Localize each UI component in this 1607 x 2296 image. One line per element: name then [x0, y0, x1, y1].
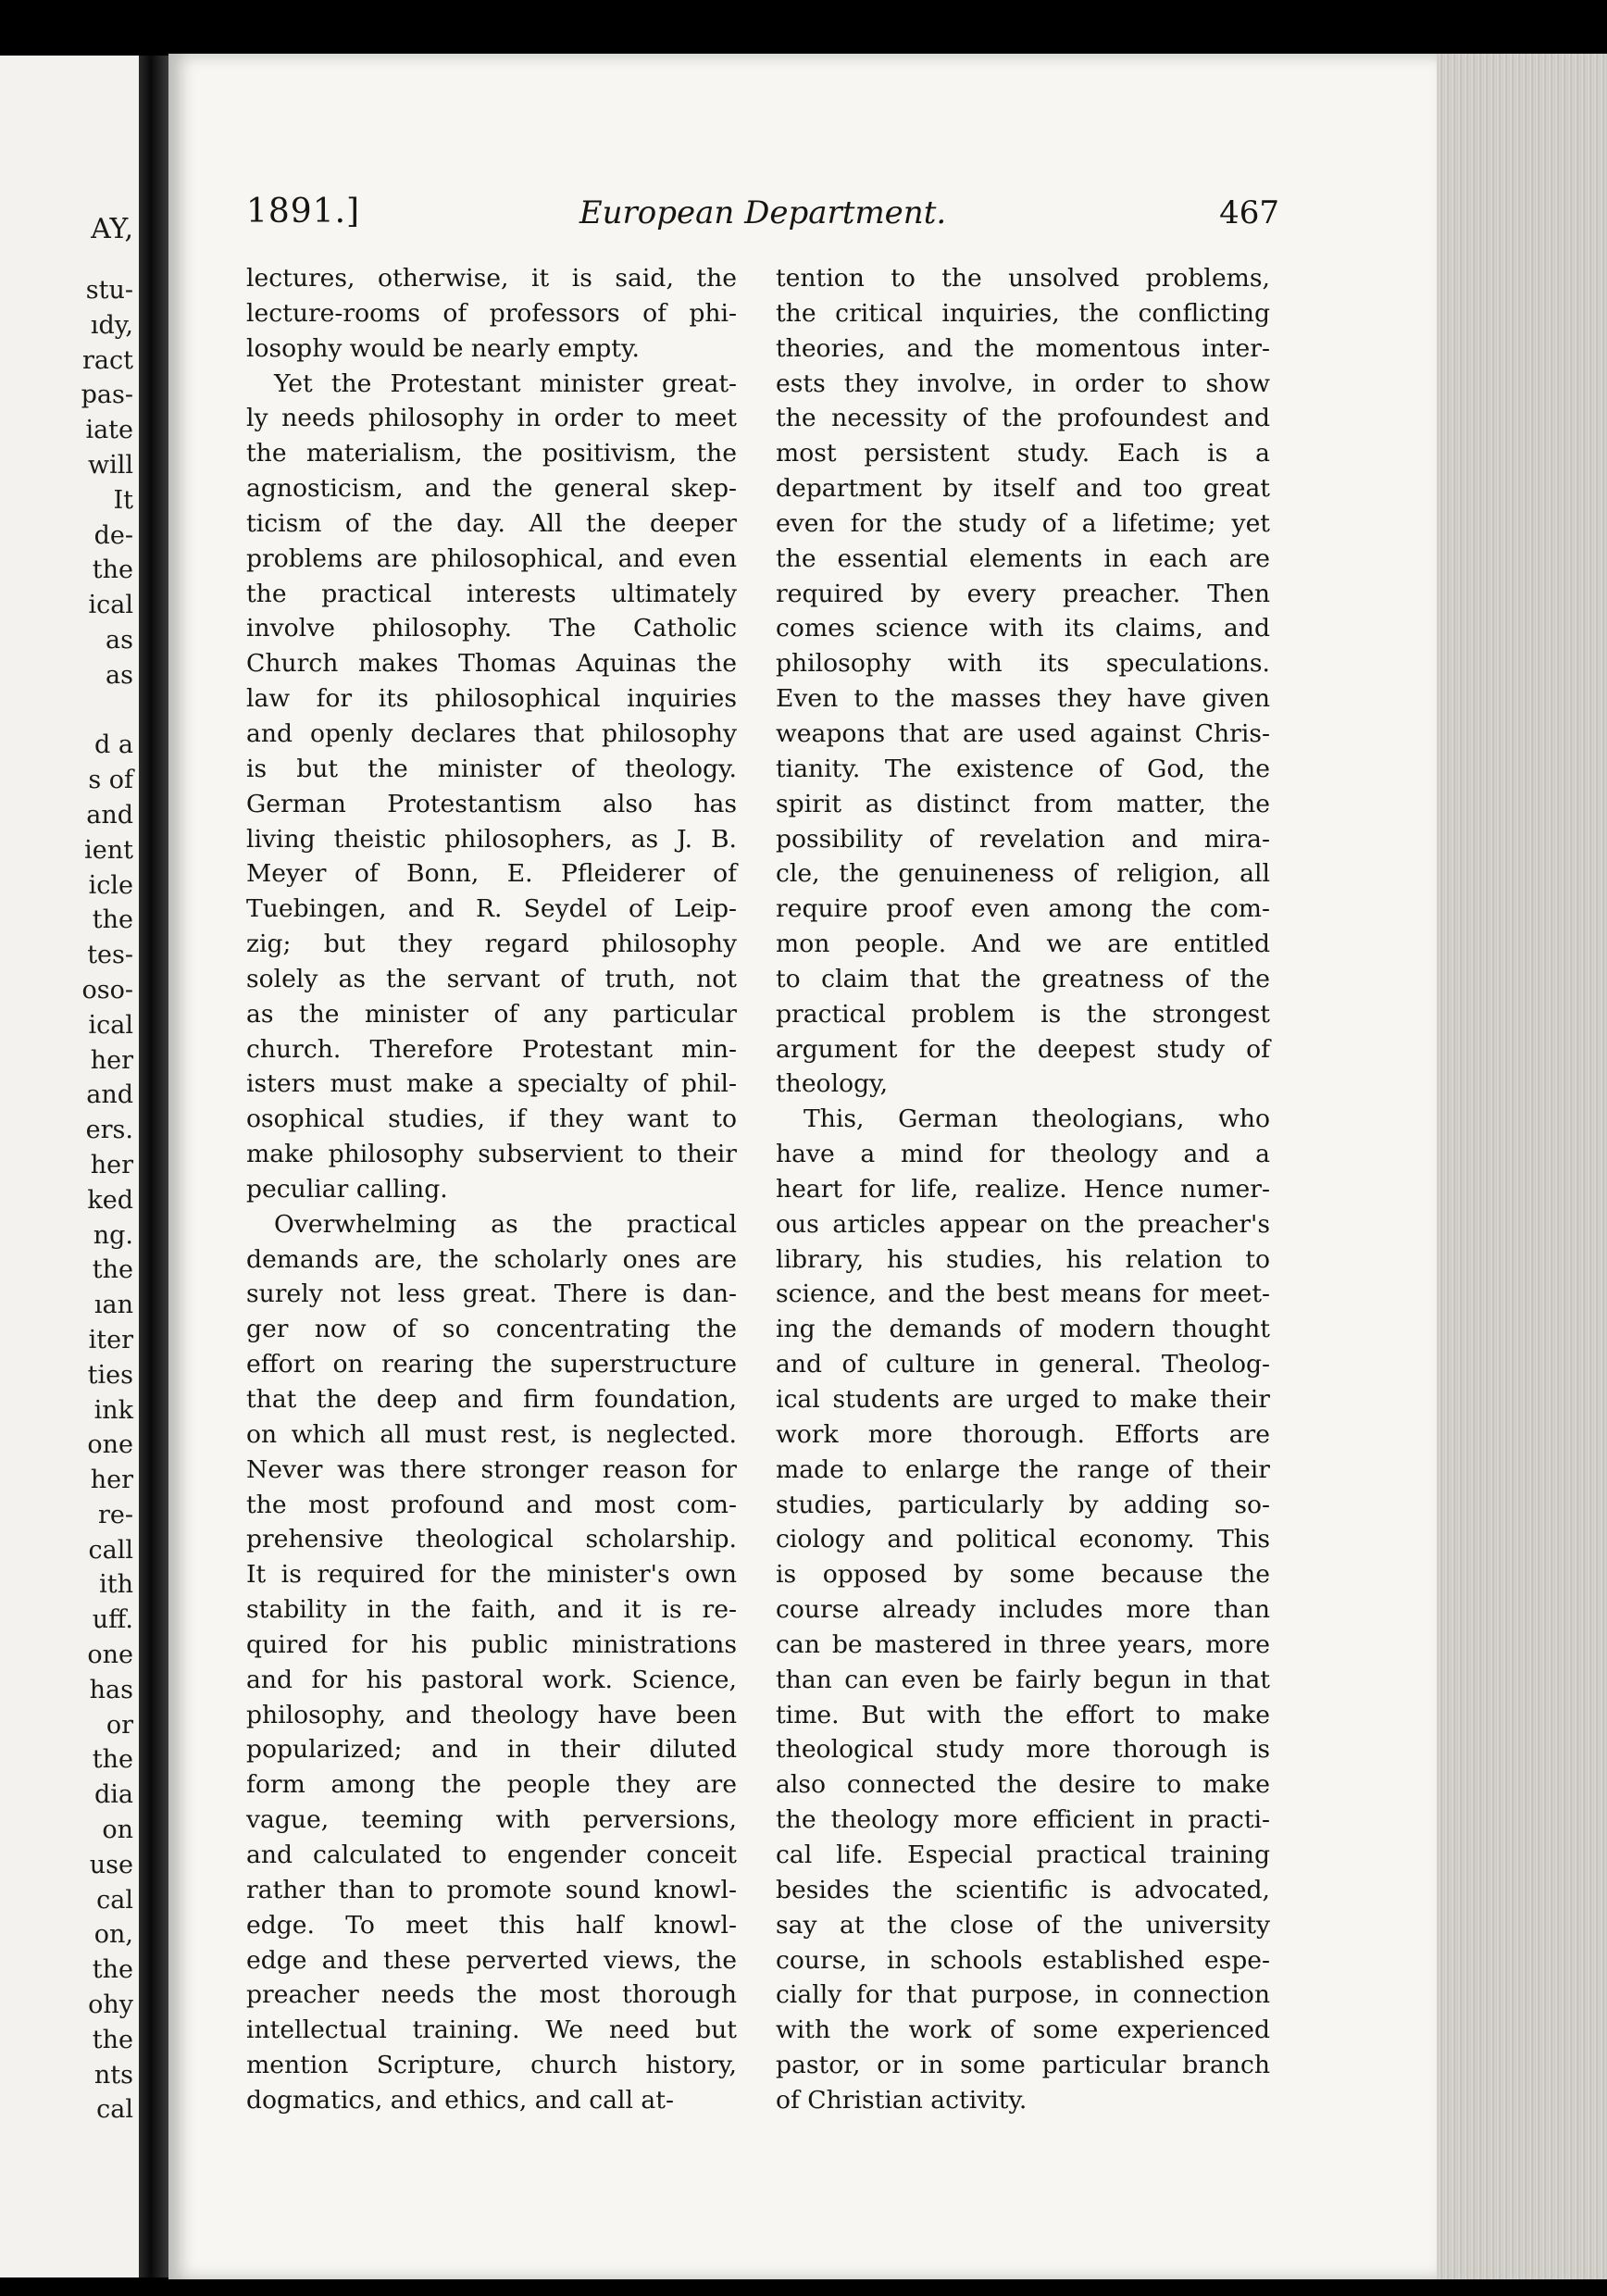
text-line: cal life. Especial practical training: [776, 1840, 1270, 1869]
text-line: church. Therefore Protestant min-: [246, 1034, 737, 1064]
text-line: vague, teeming with perversions,: [246, 1805, 737, 1835]
text-line: cially for that purpose, in connection: [776, 1980, 1270, 2010]
text-line: stability in the faith, and it is re-: [246, 1595, 737, 1625]
left-fragment-line: one: [87, 1430, 133, 1460]
text-line: and calculated to engender conceit: [246, 1840, 737, 1869]
left-fragment-line: ient: [84, 835, 133, 865]
left-fragment-line: and: [86, 800, 133, 830]
text-line: have a mind for theology and a: [776, 1140, 1270, 1169]
text-line: besides the scientific is advocated,: [776, 1875, 1270, 1904]
text-line: Church makes Thomas Aquinas the: [246, 649, 737, 679]
left-fragment-line: stu-: [85, 276, 133, 305]
left-fragment-line: d a: [94, 730, 133, 760]
text-line: can be mastered in three years, more: [776, 1629, 1270, 1659]
left-fragment-line: the: [92, 1955, 133, 1985]
text-line: lectures, otherwise, it is said, the: [246, 264, 737, 293]
left-fragment-line: one: [87, 1641, 133, 1670]
text-line: law for its philosophical inquiries: [246, 684, 737, 714]
left-fragment-line: cal: [96, 1885, 133, 1915]
text-line: made to enlarge the range of their: [776, 1454, 1270, 1484]
text-line: Meyer of Bonn, E. Pfleiderer of: [246, 859, 737, 889]
text-line: lecture-rooms of professors of phi-: [246, 298, 737, 328]
text-line: cle, the genuineness of religion, all: [776, 859, 1270, 889]
left-fragment-line: the: [92, 1255, 133, 1285]
left-fragment-line: ith: [99, 1570, 133, 1600]
text-line: the most profound and most com-: [246, 1490, 737, 1519]
text-line: demands are, the scholarly ones are: [246, 1244, 737, 1274]
left-fragment-line: uff.: [92, 1605, 133, 1635]
text-line: theories, and the momentous inter-: [776, 333, 1270, 363]
left-fragment-line: nts: [93, 2060, 133, 2090]
text-line: require proof even among the com-: [776, 894, 1270, 924]
text-line: course already includes more than: [776, 1595, 1270, 1625]
left-page-edge: [0, 56, 139, 2277]
left-fragment-line: the: [92, 1745, 133, 1775]
text-line: the practical interests ultimately: [246, 579, 737, 608]
left-fragment-line: re-: [97, 1500, 133, 1529]
left-fragment-line: her: [90, 1466, 133, 1495]
bottom-border: [0, 2279, 1607, 2296]
left-fragment-line: tes-: [87, 941, 133, 970]
text-line: zig; but they regard philosophy: [246, 930, 737, 959]
left-fragment-line: has: [89, 1675, 133, 1704]
left-fragment-line: use: [89, 1850, 133, 1879]
text-line: isters must make a specialty of phil-: [246, 1069, 737, 1099]
left-fragment-line: ked: [87, 1185, 133, 1215]
text-line: comes science with its claims, and: [776, 614, 1270, 643]
text-line: problems are philosophical, and even: [246, 543, 737, 573]
left-fragment-line: s of: [88, 766, 133, 795]
text-line: pastor, or in some particular branch: [776, 2051, 1270, 2080]
text-line: ciology and political economy. This: [776, 1525, 1270, 1554]
text-line: the necessity of the profoundest and: [776, 404, 1270, 433]
text-line: theology,: [776, 1069, 889, 1099]
left-fragment-line: ohy: [88, 1990, 133, 2020]
text-line: edge. To meet this half knowl-: [246, 1910, 737, 1940]
left-fragment-line: [4, 693, 133, 729]
left-fragment-line: ink: [93, 1395, 133, 1425]
text-line: work more thorough. Efforts are: [776, 1419, 1270, 1449]
text-line: department by itself and too great: [776, 474, 1270, 504]
left-fragment-line: as: [106, 660, 133, 690]
text-line: Overwhelming as the practical: [274, 1209, 737, 1239]
text-line: Tuebingen, and R. Seydel of Leip-: [246, 894, 737, 924]
text-line: practical problem is the strongest: [776, 999, 1270, 1029]
text-line: edge and these perverted views, the: [246, 1945, 737, 1975]
text-line: even for the study of a lifetime; yet: [776, 508, 1270, 538]
text-line: agnosticism, and the general skep-: [246, 474, 737, 504]
text-line: the critical inquiries, the conflicting: [776, 298, 1270, 328]
text-line: possibility of revelation and mira-: [776, 824, 1270, 854]
text-line: most persistent study. Each is a: [776, 439, 1270, 468]
left-fragment-line: oso-: [81, 975, 133, 1004]
text-line: science, and the best means for meet-: [776, 1279, 1270, 1309]
left-fragment-line: cal: [96, 2095, 133, 2125]
left-fragment-line: ties: [87, 1360, 133, 1390]
left-fragment-line: or: [106, 1710, 133, 1740]
text-line: losophy would be nearly empty.: [246, 333, 640, 363]
text-line: ests they involve, in order to show: [776, 368, 1270, 398]
text-line: ical students are urged to make their: [776, 1385, 1270, 1414]
left-fragment-line: as: [106, 625, 133, 655]
text-line: tianity. The existence of God, the: [776, 754, 1270, 783]
left-page-header-fragment: AY,: [91, 213, 133, 245]
left-fragment-line: call: [88, 1535, 133, 1565]
text-line: studies, particularly by adding so-: [776, 1490, 1270, 1519]
text-line: the essential elements in each are: [776, 543, 1270, 573]
text-line: ly needs philosophy in order to meet: [246, 404, 737, 433]
text-line: heart for life, realize. Hence numer-: [776, 1174, 1270, 1204]
text-line: theological study more thorough is: [776, 1735, 1270, 1765]
text-line: mon people. And we are entitled: [776, 930, 1270, 959]
text-line: ous articles appear on the preacher's: [776, 1209, 1270, 1239]
text-line: dogmatics, and ethics, and call at-: [246, 2085, 674, 2115]
text-line: time. But with the effort to make: [776, 1700, 1270, 1729]
left-fragment-line: ıdy,: [90, 310, 133, 340]
text-line: weapons that are used against Chris-: [776, 718, 1270, 748]
text-line: required by every preacher. Then: [776, 579, 1270, 608]
running-head: [246, 193, 1279, 239]
left-fragment-line: ıan: [93, 1291, 133, 1320]
book-gutter: [139, 56, 168, 2277]
page-number: 467: [1219, 194, 1279, 231]
text-line: spirit as distinct from matter, the: [776, 789, 1270, 818]
running-head-title: European Department.: [579, 194, 947, 231]
text-line: philosophy with its speculations.: [776, 649, 1270, 679]
left-fragment-line: dia: [93, 1780, 133, 1810]
text-line: effort on rearing the superstructure: [246, 1350, 737, 1379]
text-line: than can even be fairly begun in that: [776, 1665, 1270, 1694]
left-fragment-line: her: [90, 1150, 133, 1179]
text-line: osophical studies, if they want to: [246, 1104, 737, 1134]
text-line: on which all must rest, is neglected.: [246, 1419, 737, 1449]
text-line: quired for his public ministrations: [246, 1629, 737, 1659]
text-line: library, his studies, his relation to: [776, 1244, 1270, 1274]
text-line: living theistic philosophers, as J. B.: [246, 824, 737, 854]
text-line: Yet the Protestant minister great-: [274, 368, 737, 398]
left-fragment-line: icle: [88, 870, 133, 900]
left-text-column: [246, 261, 737, 2118]
left-fragment-line: iter: [88, 1325, 133, 1354]
text-line: is opposed by some because the: [776, 1560, 1270, 1590]
text-line: course, in schools established espe-: [776, 1945, 1270, 1975]
left-fragment-line: the: [92, 555, 133, 585]
text-line: preacher needs the most thorough: [246, 1980, 737, 2010]
left-fragment-line: ers.: [85, 1116, 133, 1145]
text-line: mention Scripture, church history,: [246, 2051, 737, 2080]
text-line: It is required for the minister's own: [246, 1560, 737, 1590]
text-line: of Christian activity.: [776, 2085, 1028, 2115]
text-line: that the deep and firm foundation,: [246, 1385, 737, 1414]
text-line: intellectual training. We need but: [246, 2015, 737, 2045]
text-line: Even to the masses they have given: [776, 684, 1270, 714]
running-head-year: 1891.]: [246, 193, 361, 231]
left-fragment-line: iate: [85, 416, 133, 445]
text-line: ticism of the day. All the deeper: [246, 508, 737, 538]
text-line: surely not less great. There is dan-: [246, 1279, 737, 1309]
left-fragment-line: and: [86, 1080, 133, 1110]
text-line: philosophy, and theology have been: [246, 1700, 737, 1729]
text-line: peculiar calling.: [246, 1174, 448, 1204]
left-fragment-line: on: [102, 1816, 133, 1845]
left-fragment-line: the: [92, 905, 133, 935]
text-line: argument for the deepest study of: [776, 1034, 1270, 1064]
left-fragment-line: ng.: [93, 1220, 133, 1250]
text-line: solely as the servant of truth, not: [246, 964, 737, 993]
text-line: as the minister of any particular: [246, 999, 737, 1029]
text-line: This, German theologians, who: [804, 1104, 1270, 1134]
text-line: ger now of so concentrating the: [246, 1315, 737, 1344]
right-text-column: [776, 261, 1270, 2118]
text-line: and of culture in general. Theolog-: [776, 1350, 1270, 1379]
left-fragment-line: ract: [82, 345, 133, 375]
left-fragment-line: ical: [88, 1010, 133, 1040]
text-line: Never was there stronger reason for: [246, 1454, 737, 1484]
text-line: and for his pastoral work. Science,: [246, 1665, 737, 1694]
text-line: the materialism, the positivism, the: [246, 439, 737, 468]
text-line: the theology more efficient in practi-: [776, 1805, 1270, 1835]
left-fragment-line: will: [87, 450, 133, 480]
page-edges: [1437, 54, 1607, 2280]
text-line: and openly declares that philosophy: [246, 718, 737, 748]
left-fragment-line: It: [113, 485, 133, 515]
left-fragment-line: de-: [93, 520, 133, 550]
text-line: involve philosophy. The Catholic: [246, 614, 737, 643]
text-line: form among the people they are: [246, 1770, 737, 1800]
text-line: tention to the unsolved problems,: [776, 264, 1270, 293]
left-fragment-line: on,: [93, 1920, 133, 1950]
left-fragment-line: ical: [88, 591, 133, 620]
text-line: make philosophy subservient to their: [246, 1140, 737, 1169]
left-fragment-line: her: [90, 1045, 133, 1075]
text-line: to claim that the greatness of the: [776, 964, 1270, 993]
left-page-text-fragments: [4, 273, 133, 2128]
text-line: popularized; and in their diluted: [246, 1735, 737, 1765]
text-line: is but the minister of theology.: [246, 754, 737, 783]
left-fragment-line: the: [92, 2025, 133, 2054]
left-fragment-line: pas-: [81, 381, 133, 410]
text-line: German Protestantism also has: [246, 789, 737, 818]
text-line: also connected the desire to make: [776, 1770, 1270, 1800]
text-line: say at the close of the university: [776, 1910, 1270, 1940]
text-line: ing the demands of modern thought: [776, 1315, 1270, 1344]
text-line: rather than to promote sound knowl-: [246, 1875, 737, 1904]
text-line: prehensive theological scholarship.: [246, 1525, 737, 1554]
text-line: with the work of some experienced: [776, 2015, 1270, 2045]
